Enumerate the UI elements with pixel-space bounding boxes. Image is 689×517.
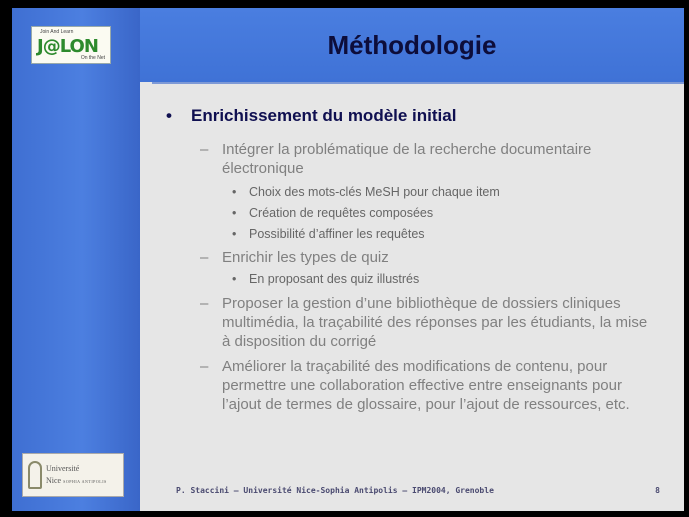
slide-content	[140, 88, 684, 468]
bullet-dot-icon: •	[232, 185, 237, 199]
bullet-dot-icon: •	[166, 106, 172, 125]
university-emblem-icon	[28, 461, 42, 489]
university-logo-line1: Université	[46, 464, 80, 473]
bullet-dot-icon: •	[232, 227, 237, 241]
footer-credit: P. Staccini – Université Nice-Sophia Antipolis – IPM2004, Grenoble	[176, 486, 494, 495]
jalon-logo-word: J@LON	[37, 36, 98, 57]
slide-sidebar	[12, 8, 140, 511]
bullet-dash-icon: –	[200, 249, 209, 266]
bullet-dash-icon: –	[200, 295, 209, 312]
university-logo-line2-small: SOPHIA ANTIPOLIS	[63, 479, 107, 484]
jalon-logo	[31, 26, 111, 64]
bullet-dash-icon: –	[200, 141, 209, 158]
bullet-level3-text: En proposant des quiz illustrés	[249, 272, 420, 286]
page-number: 8	[655, 486, 660, 495]
bullet-level1-text: Enrichissement du modèle initial	[191, 106, 457, 125]
bullet-level3-text: Choix des mots-clés MeSH pour chaque item	[249, 185, 500, 199]
university-logo-line2	[46, 476, 107, 485]
bullet-level2-text: Améliorer la traçabilité des modifications de contenu, pour permettre une collaboration effective entre enseignants pour l’ajout de termes de glossaire, pour l’ajout de ressources, etc.	[222, 358, 630, 413]
university-logo-line2-text: Nice	[46, 476, 62, 485]
bullet-level2-text: Enrichir les types de quiz	[222, 249, 389, 266]
slide-footer	[140, 480, 684, 500]
title-bar	[140, 8, 684, 82]
bullet-level2-text: Proposer la gestion d’une bibliothèque de dossiers cliniques multimédia, la traçabilité des réponses par les étudiants, la mise à disposition du corrigé	[222, 295, 648, 350]
bullet-dot-icon: •	[232, 206, 237, 220]
bullet-level3-text: Possibilité d’affiner les requêtes	[249, 227, 425, 241]
jalon-logo-tagline-top: Join And Learn	[40, 29, 74, 35]
slide-frame	[12, 8, 684, 511]
bullet-dash-icon: –	[200, 358, 209, 375]
title-underline	[152, 82, 684, 84]
university-logo	[22, 453, 124, 497]
bullet-level3-text: Création de requêtes composées	[249, 206, 434, 220]
jalon-logo-tagline-bottom: On the Net	[80, 55, 105, 61]
bullet-level2-text: Intégrer la problématique de la recherche documentaire électronique	[222, 141, 592, 177]
bullet-dot-icon: •	[232, 272, 237, 286]
slide-title: Méthodologie	[327, 30, 497, 60]
